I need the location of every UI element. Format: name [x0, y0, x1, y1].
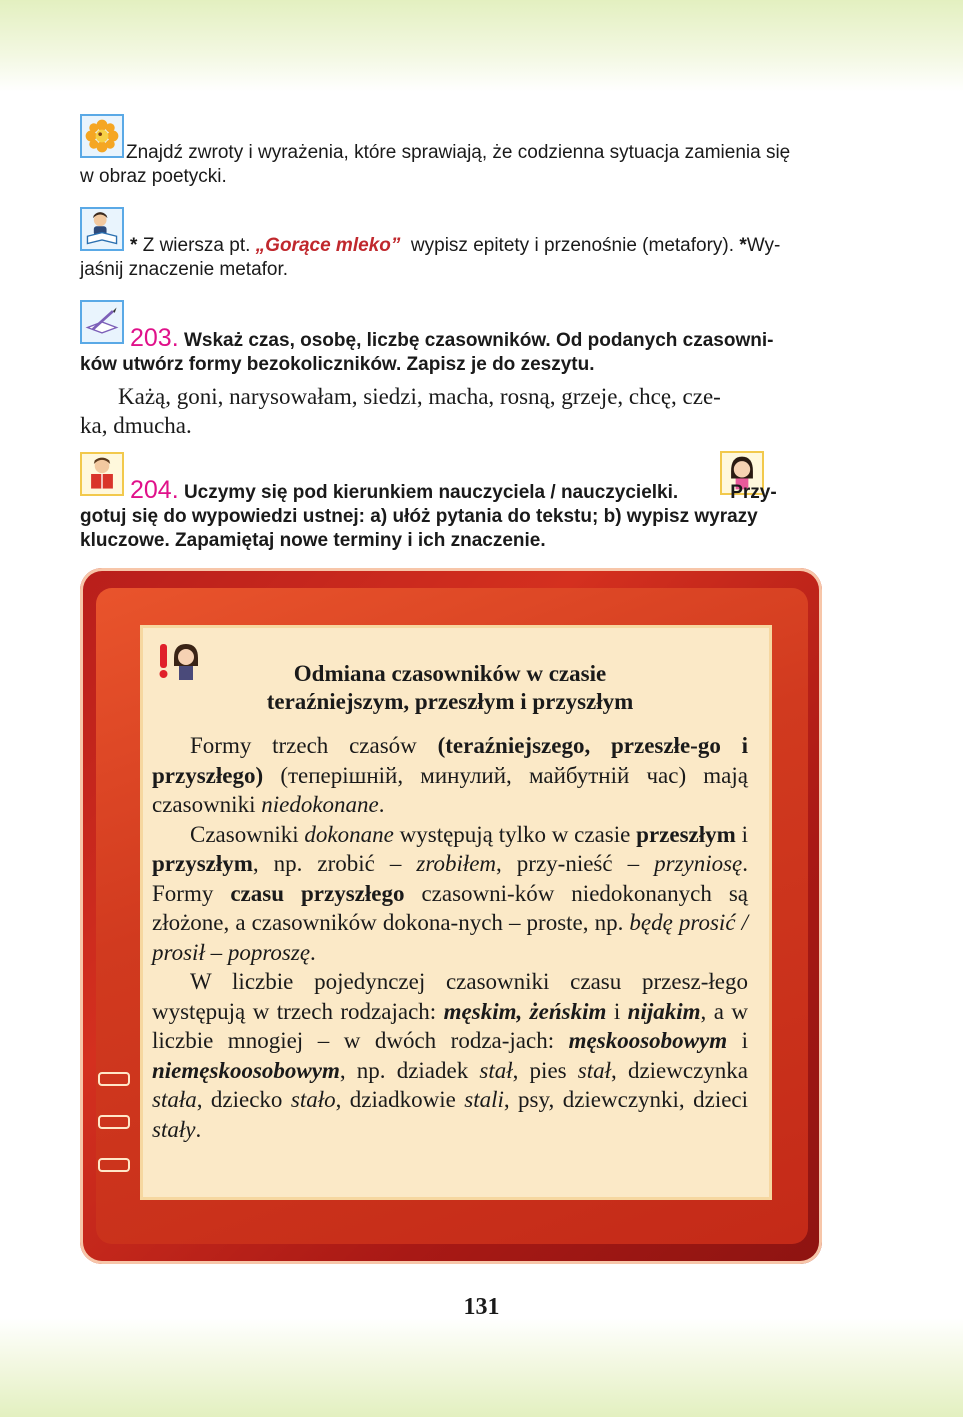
rule-bold-italic: męskim, żeńskim — [443, 998, 607, 1024]
rule-text: , przy-nieść – — [496, 851, 655, 876]
rule-text: (теперішній, минулий, майбутній час) mają czasowniki — [152, 762, 748, 817]
task-2 — [80, 234, 822, 282]
rule-bold-italic: męskoosobowym — [568, 1028, 728, 1053]
task-2-text-d: jaśnij znaczenie metafor. — [80, 259, 289, 280]
task-203-text-a: Wskaż czas, osobę, liczbę czasowników. Od podanych czasowni- — [183, 330, 774, 351]
rule-text: , np. dziadek — [339, 1057, 480, 1083]
task-1 — [80, 141, 822, 189]
task-2-text-a: Z wiersza pt. — [142, 235, 251, 256]
rule-bold-italic: niemęskoosobowym — [152, 1057, 340, 1083]
frame-side-tab — [98, 1158, 130, 1172]
rule-bold: czasu przyszłego — [230, 880, 405, 906]
rule-italic: będę prosić / prosił – poproszę — [152, 910, 748, 965]
rule-italic: stał — [479, 1057, 513, 1083]
task-203-text-b: ków utwórz formy bezokoliczników. Zapisz je do zeszytu. — [80, 354, 595, 375]
task-204-text-d: kluczowe. Zapamiętaj nowe terminy i ich znaczenie. — [80, 530, 546, 551]
rule-title-line-1: Odmiana czasowników w czasie — [293, 661, 607, 686]
task-204 — [80, 478, 822, 553]
frame-side-tab — [98, 1115, 130, 1129]
rule-italic: stały — [152, 1116, 196, 1142]
task-204-text-b: Przy- — [730, 482, 777, 503]
rule-text: , dziadkowie — [335, 1087, 465, 1112]
page-number: 131 — [463, 1294, 500, 1320]
frame-side-tab — [98, 1072, 130, 1086]
rule-title-line-2: teraźniejszym, przeszłym i przyszłym — [266, 689, 634, 714]
task-2-text-b: wypisz epitety i przenośnie (metafory). — [410, 235, 735, 256]
rule-text: , np. zrobić – — [252, 851, 417, 876]
rule-body — [152, 731, 748, 1144]
rule-text: i — [606, 998, 628, 1024]
rule-bold: przyszłym — [152, 851, 253, 876]
rule-text: . — [195, 1116, 202, 1142]
rule-italic: niedokonane — [261, 792, 379, 817]
rule-text: . Formy — [152, 851, 748, 906]
rule-paragraph-1 — [152, 731, 748, 820]
rule-bold: przeszłym — [636, 821, 736, 847]
rule-text: , dziewczynka — [611, 1057, 748, 1083]
task-203-number: 203. — [130, 324, 179, 352]
task-2-star-2: * — [739, 235, 747, 256]
task-1-line-a: Znajdź zwroty i wyrażenia, które sprawiają, że codzienna sytuacja zamienia się — [126, 142, 791, 163]
rule-italic: dokonane — [304, 821, 394, 847]
bottom-decor-band — [0, 1318, 963, 1417]
rule-text: występują tylko w czasie — [393, 821, 637, 847]
rule-paragraph-2 — [152, 820, 748, 968]
task-204-text-c: gotuj się do wypowiedzi ustnej: a) ułóż pytania do tekstu; b) wypisz wyrazy — [80, 506, 758, 527]
task-2-star-1: * — [130, 235, 138, 256]
rule-text: i — [735, 821, 749, 847]
rule-text: . — [310, 939, 316, 965]
task-203-words-b: ka, dmucha. — [80, 413, 192, 438]
rule-bold-italic: nijakim — [627, 998, 701, 1024]
rule-italic: zrobiłem — [416, 851, 497, 876]
rule-italic: stali — [464, 1087, 504, 1112]
rule-bold: (teraźniejszego, przeszłe-go i przyszłego) — [152, 733, 748, 788]
task-2-poem-title: „Gorące mleko” — [255, 235, 401, 256]
rule-title — [160, 660, 740, 716]
rule-italic: stała — [152, 1087, 197, 1112]
rule-text: , a w liczbie mnogiej – w dwóch rodza-jach: — [152, 998, 748, 1053]
rule-text: czasowni-ków niedokonanych są złożone, a czasowników dokona-nych – proste, np. — [152, 880, 748, 935]
task-1-line-b: w obraz poetycki. — [80, 166, 227, 187]
top-decor-band — [0, 0, 963, 92]
rule-text: , pies — [512, 1057, 578, 1083]
task-203-words-a: Każą, goni, narysowałam, siedzi, macha, rosną, grzeje, chcę, cze- — [118, 384, 721, 409]
rule-text: Formy trzech czasów — [190, 733, 438, 758]
task-204-number: 204. — [130, 476, 179, 504]
rule-text: i — [727, 1028, 748, 1053]
rule-text: , psy, dziewczynki, dzieci — [503, 1087, 749, 1112]
rule-text: , dziecko — [196, 1087, 291, 1112]
rule-paragraph-3 — [152, 967, 748, 1144]
task-204-text-a: Uczymy się pod kierunkiem nauczyciela / nauczycielki. — [183, 482, 679, 503]
rule-italic: przyniosę — [654, 851, 743, 876]
task-2-text-c: Wy- — [746, 235, 781, 256]
rule-italic: stał — [577, 1057, 612, 1083]
rule-text: . — [378, 792, 385, 817]
rule-text: Czasowniki — [190, 821, 305, 847]
rule-italic: stało — [290, 1087, 336, 1112]
task-203-words — [80, 382, 822, 440]
rule-text: W liczbie pojedynczej czasowniki czasu przesz-łego występują w trzech rodzajach: — [152, 969, 748, 1024]
task-203 — [80, 326, 822, 377]
